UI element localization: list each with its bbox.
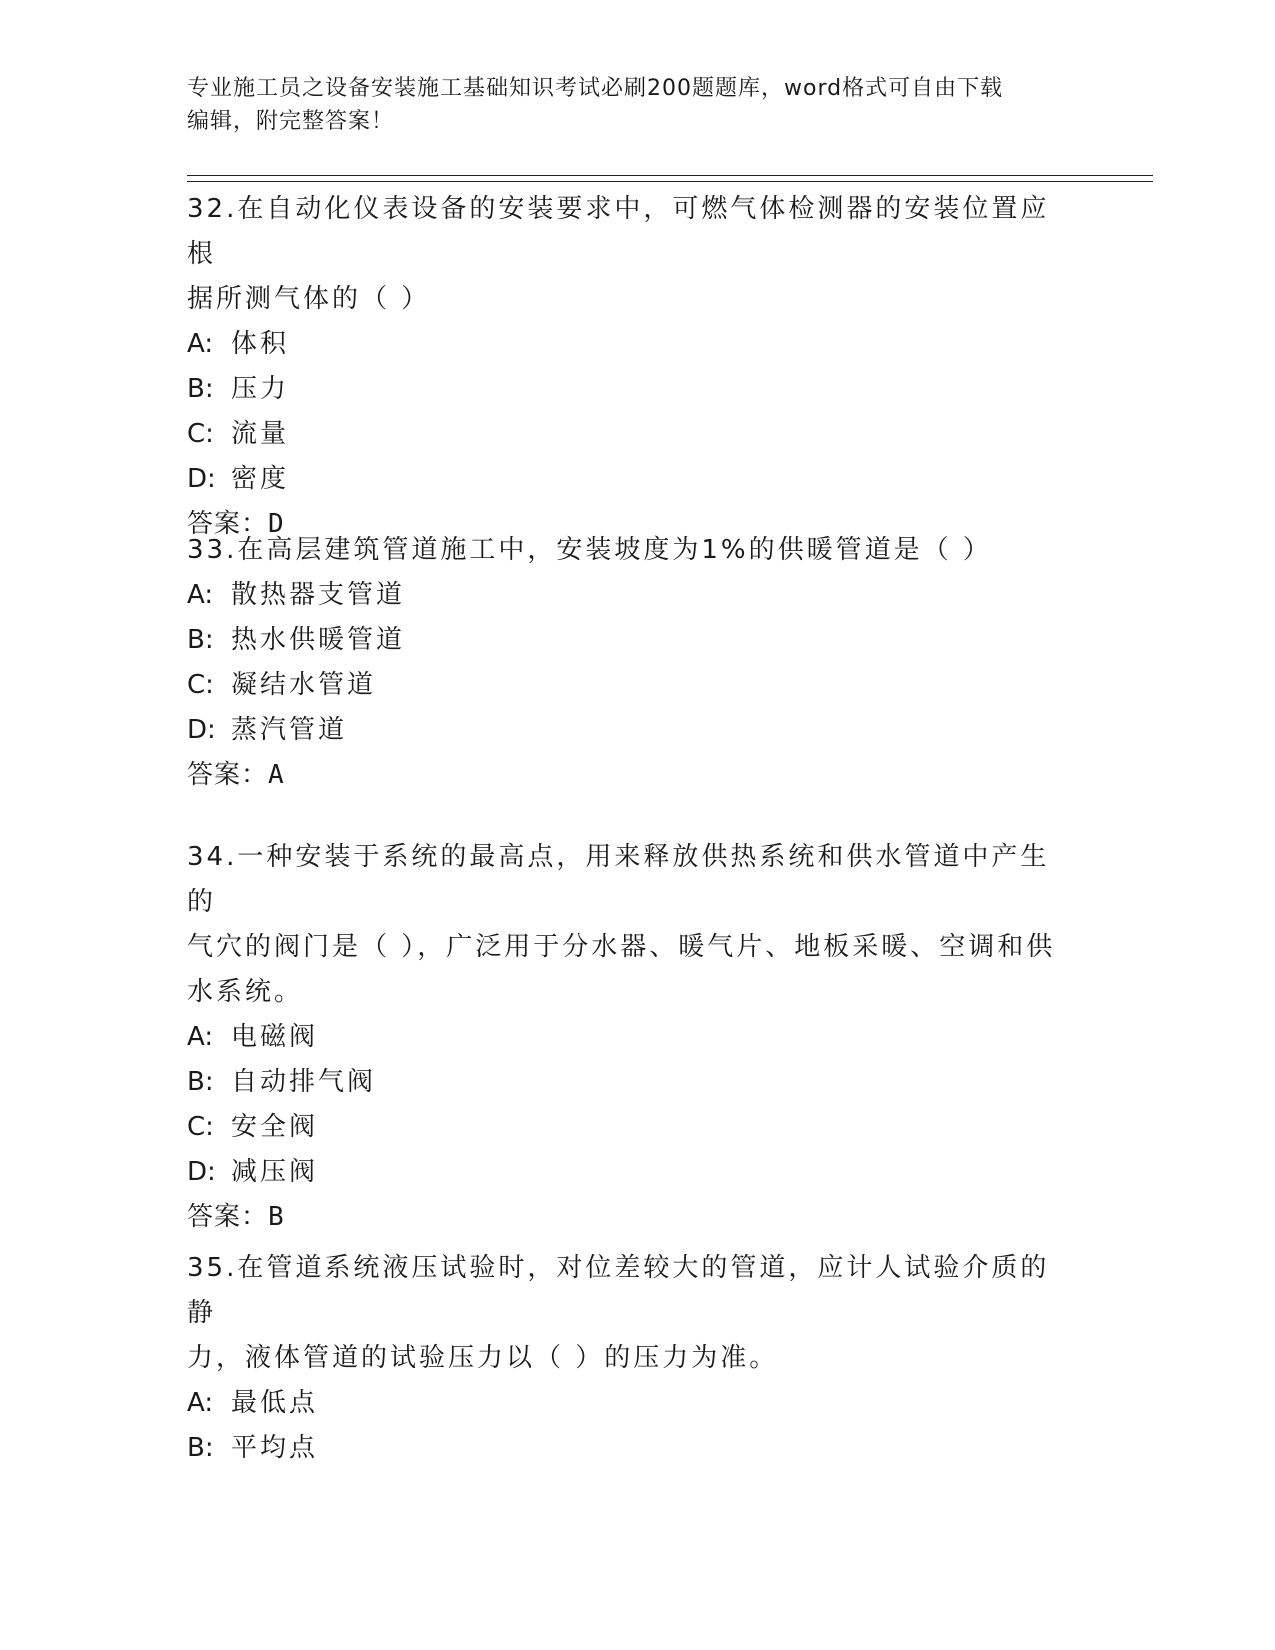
option-d (187, 457, 1067, 502)
question-stem-line: 水系统。 (187, 977, 304, 1007)
answer-line (187, 753, 1067, 798)
option-text: 密度 (231, 464, 290, 494)
option-letter: B: (187, 1433, 214, 1463)
option-letter: D: (187, 464, 216, 494)
option-text: 减压阀 (231, 1157, 319, 1187)
question-stem-line: 32.在自动化仪表设备的安装要求中，可燃气体检测器的安装位置应根 (187, 194, 1050, 269)
option-text: 流量 (231, 419, 290, 449)
option-letter: C: (187, 419, 214, 449)
option-a (187, 322, 1067, 367)
answer-value: D (268, 509, 285, 539)
answer-label: 答案： (187, 760, 269, 790)
answer-value: B (268, 1202, 285, 1232)
option-a (187, 1381, 1067, 1426)
option-text: 压力 (231, 374, 290, 404)
header-divider-top (187, 175, 1153, 176)
option-text: 安全阀 (231, 1112, 319, 1142)
question-34 (187, 835, 1067, 1240)
option-a (187, 1015, 1067, 1060)
option-letter: B: (187, 625, 214, 655)
option-text: 散热器支管道 (231, 580, 406, 610)
option-text: 体积 (231, 329, 290, 359)
option-c (187, 1105, 1067, 1150)
question-32 (187, 187, 1067, 547)
option-c (187, 663, 1067, 708)
option-letter: A: (187, 1022, 214, 1052)
option-text: 电磁阀 (231, 1022, 319, 1052)
option-letter: C: (187, 1112, 214, 1142)
question-stem-line: 据所测气体的（ ） (187, 284, 431, 314)
option-b (187, 367, 1067, 412)
option-letter: D: (187, 715, 216, 745)
option-letter: D: (187, 1157, 216, 1187)
answer-value: A (268, 760, 285, 790)
document-header (187, 72, 1067, 138)
answer-label: 答案： (187, 1202, 269, 1232)
option-text: 凝结水管道 (231, 670, 377, 700)
option-letter: A: (187, 1388, 214, 1418)
option-text: 自动排气阀 (231, 1067, 377, 1097)
answer-label: 答案： (187, 509, 269, 539)
option-b (187, 1426, 1067, 1471)
question-stem-line: 力，液体管道的试验压力以（ ）的压力为准。 (187, 1343, 779, 1373)
question-35 (187, 1246, 1067, 1471)
option-d (187, 1150, 1067, 1195)
answer-line (187, 1195, 1067, 1240)
option-text: 平均点 (231, 1433, 319, 1463)
option-letter: C: (187, 670, 214, 700)
option-text: 最低点 (231, 1388, 319, 1418)
option-d (187, 708, 1067, 753)
question-stem-line: 34.一种安装于系统的最高点，用来释放供热系统和供水管道中产生的 (187, 842, 1050, 917)
header-line-1: 专业施工员之设备安装施工基础知识考试必刷200题题库，word格式可自由下载 (187, 76, 1004, 101)
option-letter: B: (187, 374, 214, 404)
option-text: 热水供暖管道 (231, 625, 406, 655)
header-line-2: 编辑，附完整答案！ (187, 109, 395, 134)
header-divider-bottom (187, 181, 1153, 182)
question-stem-line: 气穴的阀门是（ ），广泛用于分水器、暖气片、地板采暖、空调和供 (187, 932, 1056, 962)
option-letter: A: (187, 580, 214, 610)
option-letter: B: (187, 1067, 214, 1097)
option-b (187, 618, 1067, 663)
question-33 (187, 528, 1067, 798)
option-b (187, 1060, 1067, 1105)
option-letter: A: (187, 329, 214, 359)
option-a (187, 573, 1067, 618)
option-text: 蒸汽管道 (231, 715, 348, 745)
question-stem-line: 35.在管道系统液压试验时，对位差较大的管道，应计人试验介质的静 (187, 1253, 1050, 1328)
question-stem-line: 33.在高层建筑管道施工中，安装坡度为1%的供暖管道是（ ） (187, 535, 992, 565)
option-c (187, 412, 1067, 457)
